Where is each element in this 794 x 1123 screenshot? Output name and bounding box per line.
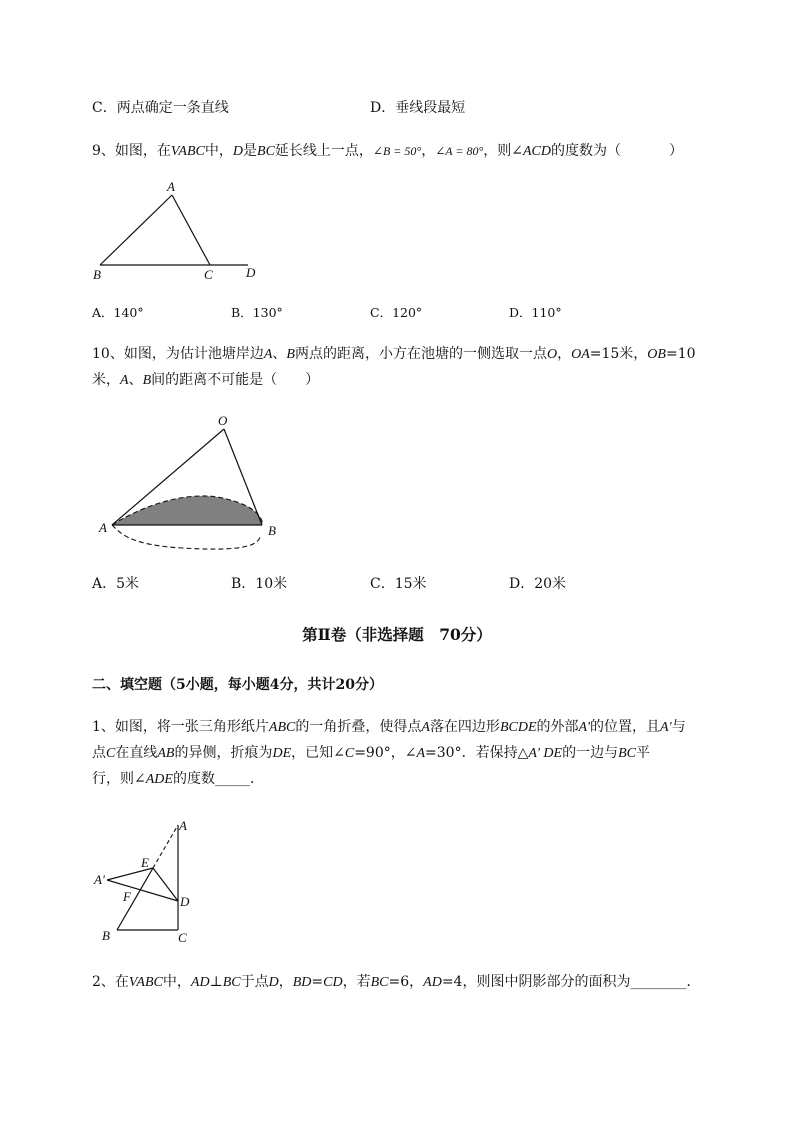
q10-label-a: A xyxy=(99,520,107,535)
fill1-label-c: C xyxy=(178,930,187,945)
q8-option-d: D．垂线段最短 xyxy=(370,100,466,116)
q10-option-a: A．5米 xyxy=(92,576,140,592)
fill1-line2: 点C在直线AB的异侧，折痕为DE，已知∠C=90°，∠A=30°．若保持△A' DE的一边与BC平 xyxy=(92,745,650,761)
q9-option-d: D．110° xyxy=(509,305,562,320)
fill1-label-a: A xyxy=(179,818,187,833)
q10-label-b: B xyxy=(268,523,276,538)
q10-stem-line1: 10、如图，为估计池塘岸边A、B两点的距离，小方在池塘的一侧选取一点O，OA=15米，OB=10 xyxy=(92,346,696,362)
q10-pond-figure xyxy=(92,415,292,560)
q9-label-d: D xyxy=(246,265,256,280)
section-heading: 二、填空题（5小题，每小题4分，共计20分） xyxy=(92,677,383,693)
q9-option-a: A．140° xyxy=(92,305,144,320)
q10-stem-line2: 米，A、B间的距离不可能是（ ） xyxy=(92,372,320,388)
q9-stem: 9、如图，在VABC中，D是BC延长线上一点，∠B = 50°，∠A = 80°，则∠ACD的度数为（ ） xyxy=(92,143,683,159)
fill1-line3: 行，则∠ADE的度数_____． xyxy=(92,771,264,787)
fill1-label-b: B xyxy=(102,928,110,943)
q10-label-o: O xyxy=(218,413,228,428)
q9-triangle-figure xyxy=(90,180,270,285)
fill1-label-a-prime: A' xyxy=(94,872,105,887)
q9-label-c: C xyxy=(204,267,213,282)
q9-label-a: A xyxy=(167,179,175,194)
q9-option-c: C．120° xyxy=(370,305,423,320)
part2-title: 第Ⅱ卷（非选择题 70分） xyxy=(302,625,492,644)
fill1-label-d: D xyxy=(180,894,190,909)
fill1-label-e: E xyxy=(141,855,149,870)
q10-option-d: D．20米 xyxy=(509,576,567,592)
q9-option-b: B．130° xyxy=(231,305,283,320)
fill1-label-f: F xyxy=(123,889,131,904)
q10-option-b: B．10米 xyxy=(231,576,288,592)
fill1-fold-figure xyxy=(92,815,212,950)
q8-option-c: C．两点确定一条直线 xyxy=(92,100,229,116)
fill2-stem: 2、在VABC中，AD⊥BC于点D，BD=CD，若BC=6，AD=4，则图中阴影部分的面积为________． xyxy=(92,974,701,990)
fill1-line1: 1、如图，将一张三角形纸片ABC的一角折叠，使得点A落在四边形BCDE的外部A'的位置，且A'与 xyxy=(92,719,686,735)
q10-option-c: C．15米 xyxy=(370,576,427,592)
q9-label-b: B xyxy=(93,267,101,282)
